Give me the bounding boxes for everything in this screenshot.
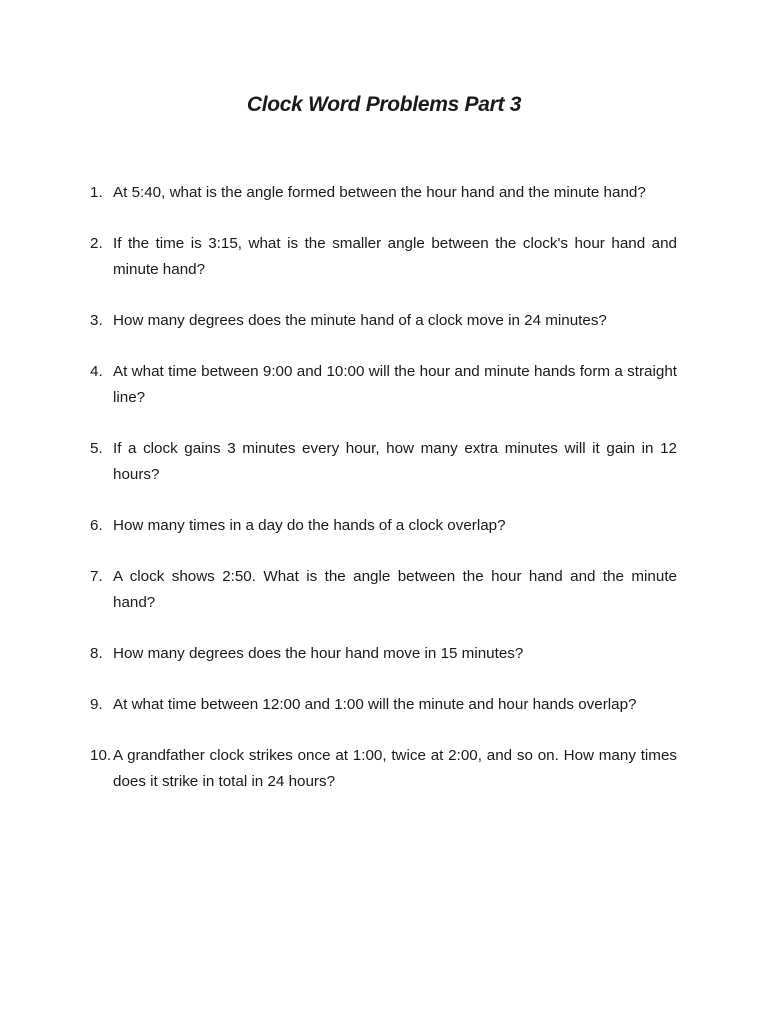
- problem-number: 10.: [90, 747, 112, 764]
- problem-text: At what time between 9:00 and 10:00 will the hour and minute hands form a straight line?: [113, 363, 677, 406]
- problem-number: 4.: [90, 363, 103, 380]
- problem-item: [90, 564, 677, 616]
- page-title: Clock Word Problems Part 3: [246, 93, 522, 116]
- problem-number: 3.: [90, 312, 103, 329]
- problem-number: 2.: [90, 235, 103, 252]
- problem-number: 1.: [90, 184, 103, 201]
- problem-item: [90, 231, 677, 283]
- problem-item: [90, 692, 677, 718]
- problem-item: [90, 641, 677, 667]
- problem-number: 5.: [90, 440, 103, 457]
- problem-item: [90, 180, 677, 206]
- problem-text: If a clock gains 3 minutes every hour, how many extra minutes will it gain in 12 hours?: [113, 440, 677, 483]
- problem-item: [90, 436, 677, 488]
- problem-text: How many degrees does the hour hand move in 15 minutes?: [113, 645, 524, 662]
- problem-item: [90, 743, 677, 795]
- problem-text: At what time between 12:00 and 1:00 will the minute and hour hands overlap?: [113, 696, 637, 713]
- problem-number: 7.: [90, 568, 103, 585]
- problem-item: [90, 513, 677, 539]
- problem-text: A grandfather clock strikes once at 1:00, twice at 2:00, and so on. How many times does it strike in total in 24 hours?: [113, 747, 677, 790]
- problem-text: How many degrees does the minute hand of a clock move in 24 minutes?: [113, 312, 607, 329]
- problem-list: [90, 180, 677, 820]
- problem-text: How many times in a day do the hands of a clock overlap?: [113, 517, 506, 534]
- problem-number: 6.: [90, 517, 103, 534]
- problem-text: At 5:40, what is the angle formed between the hour hand and the minute hand?: [113, 184, 646, 201]
- problem-item: [90, 359, 677, 411]
- problem-item: [90, 308, 677, 334]
- problem-number: 9.: [90, 696, 103, 713]
- problem-text: A clock shows 2:50. What is the angle between the hour hand and the minute hand?: [113, 568, 677, 611]
- problem-number: 8.: [90, 645, 103, 662]
- problem-text: If the time is 3:15, what is the smaller angle between the clock's hour hand and minute hand?: [113, 235, 677, 278]
